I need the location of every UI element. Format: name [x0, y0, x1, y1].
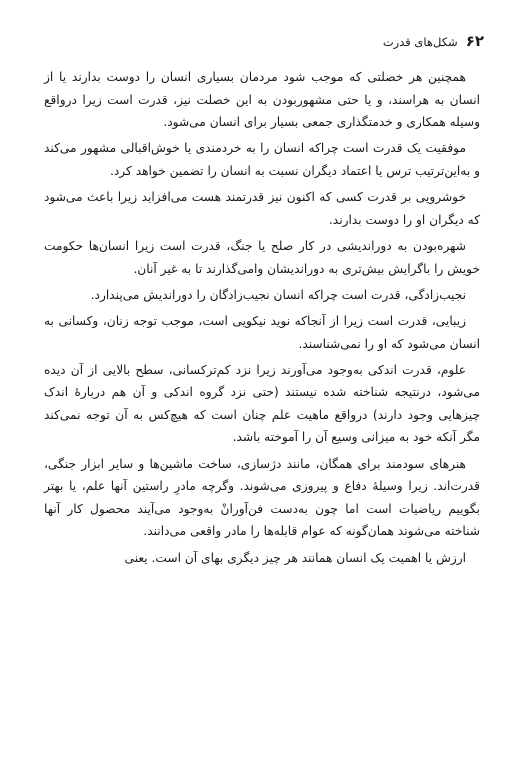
paragraph: همچنین هر خصلتی که موجب شود مردمان بسیاری انسان را دوست بدارند یا از انسان به هراسند، و یا حتی مشهوربودن به این خصلت نیز، قدرت است زیرا درواقع وسیله همکاری و خدمتگذاری جمعی بسیار برای انسان می‌شود. — [44, 70, 480, 130]
page-number: ۶۲ — [465, 32, 484, 50]
paragraph: ارزش یا اهمیت یک انسان همانند هر چیز دیگری بهای آن است. یعنی — [124, 550, 466, 565]
paragraph: نجیب‌زادگی، قدرت است چراکه انسان نجیب‌زادگان را دوراندیش می‌پندارد. — [90, 287, 466, 302]
paragraph: هنرهای سودمند برای همگان، مانند دژسازی، ساخت ماشین‌ها و سایر ابزار جنگی، قدرت‌اند. زیرا وسیلهٔ دفاع و پیروزی می‌شوند. وگرچه مادرِ راستین آنها علم، یا بهتر بگوییم ریاضیات است اما چون به‌دست فن‌آورانْ به‌وجود می‌آیند محصول کار آنها شناخته می‌شوند همان‌گونه که عوام قابله‌ها را مادر واقعی می‌دانند. — [44, 456, 480, 539]
page-header — [40, 32, 484, 54]
paragraph: خوشرویی بر قدرت کسی که اکنون نیز قدرتمند هست می‌افزاید زیرا باعث می‌شود که دیگران او را دوست بدارند. — [44, 190, 480, 227]
body-text — [44, 66, 480, 569]
paragraph: زیبایی، قدرت است زیرا از آنجاکه نوید نیکویی است، موجب توجه زنان، وکسانی به انسان می‌شود که او را نمی‌شناسند. — [44, 313, 480, 351]
paragraph: علوم، قدرت اندکی به‌وجود می‌آورند زیرا نزد کم‌ترکسانی، سطح بالایی از آن دیده می‌شود، درنتیجه شناخته شده نیستند (حتی نزد گروه اندکی و آن هم دربارهٔ اندک چیزهایی وجود دارند) درواقع ماهیت علم چنان است که هیچ‌کس به آن توجه نمی‌کند مگر آنکه خود به میزانی وسیع آن را آموخته باشد. — [44, 362, 480, 445]
running-title: شکل‌های قدرت — [382, 35, 458, 49]
paragraph: شهره‌بودن به دوراندیشی در کار صلح یا جنگ، قدرت است زیرا انسان‌ها حکومت خویش را باگرایش بیش‌تری به دوراندیشان وامی‌گذارند تا به غیر آنان. — [44, 238, 480, 276]
paragraph: موفقیت یک قدرت است چراکه انسان را به خردمندی یا خوش‌اقبالی مشهور می‌کند و به‌این‌ترتیب ترس یا اعتماد دیگران نسبت به انسان را تضمین خواهد کرد. — [44, 141, 480, 178]
